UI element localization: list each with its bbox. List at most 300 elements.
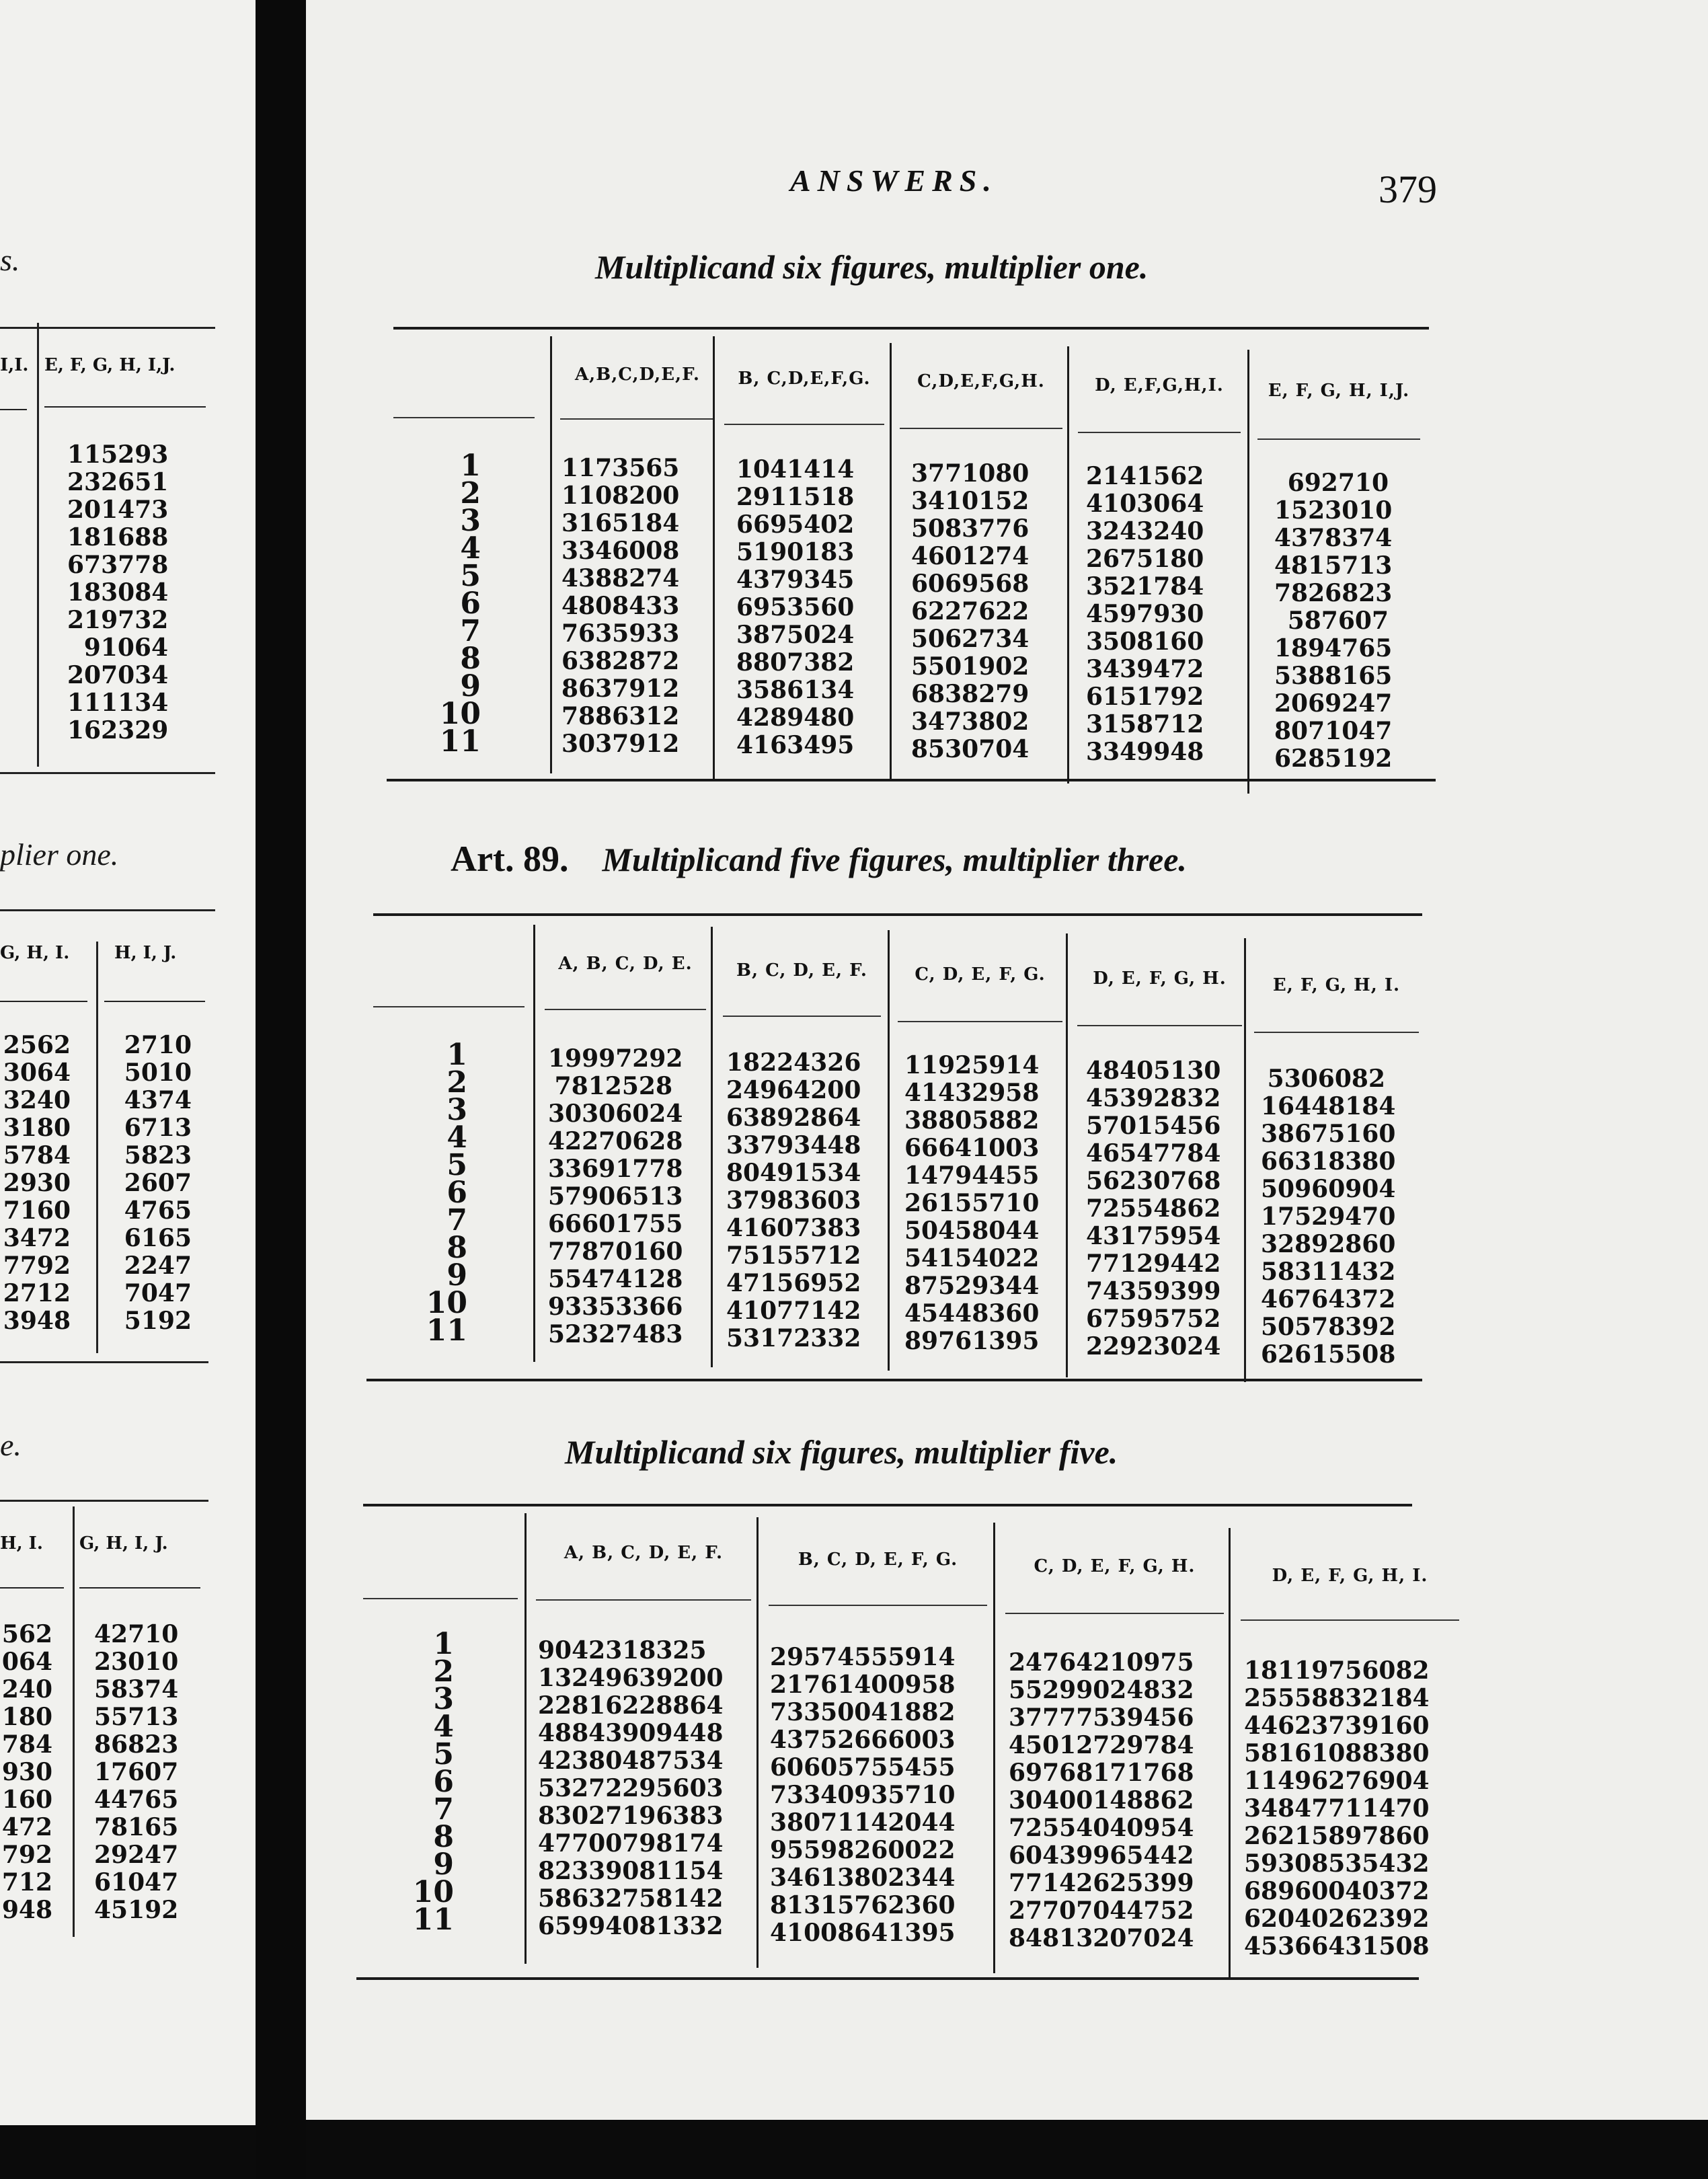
left-header: H, I, J. bbox=[114, 943, 177, 963]
table-cell: 712 bbox=[1, 1868, 52, 1897]
table-cell: 47156952 bbox=[726, 1269, 861, 1297]
table3-stub-rule bbox=[363, 1598, 518, 1599]
article-label: Art. 89. bbox=[451, 839, 569, 879]
row-numbers bbox=[387, 1038, 467, 1348]
header-underline bbox=[536, 1599, 751, 1601]
table-cell: 41008641395 bbox=[770, 1919, 956, 1947]
table-cell: 4163495 bbox=[736, 731, 855, 759]
table-cell: 30306024 bbox=[548, 1100, 683, 1128]
table-cell: 72554040954 bbox=[1009, 1814, 1194, 1842]
table-cell: 5501902 bbox=[911, 652, 1030, 681]
left-column bbox=[67, 441, 168, 744]
table-cell: 673778 bbox=[67, 551, 169, 579]
data-column bbox=[1009, 1648, 1194, 1952]
table-cell: 8530704 bbox=[911, 735, 1030, 763]
table-cell: 82339081154 bbox=[538, 1857, 724, 1885]
row-number: 4 bbox=[460, 531, 481, 566]
table-cell: 62040262392 bbox=[1244, 1905, 1430, 1933]
header-underline bbox=[898, 1021, 1062, 1022]
table-cell: 219732 bbox=[67, 606, 169, 634]
table-cell: 50458044 bbox=[904, 1217, 1040, 1245]
table-cell: 3439472 bbox=[1086, 655, 1204, 683]
table-cell: 3508160 bbox=[1086, 627, 1204, 656]
table-cell: 160 bbox=[1, 1786, 52, 1814]
table-cell: 5388165 bbox=[1274, 662, 1393, 690]
column-divider bbox=[1247, 350, 1249, 794]
table-cell: 50960904 bbox=[1261, 1175, 1396, 1203]
left-header: H, I. bbox=[0, 1533, 43, 1554]
table-cell: 6695402 bbox=[736, 510, 855, 539]
table-cell: 77870160 bbox=[548, 1237, 683, 1266]
left-header: I,I. bbox=[0, 355, 29, 375]
table-cell: 24964200 bbox=[726, 1076, 861, 1104]
table-cell: 3165184 bbox=[561, 509, 680, 537]
table-cell: 4388274 bbox=[561, 564, 680, 592]
table-cell: 80491534 bbox=[726, 1159, 861, 1187]
running-head: ANSWERS. bbox=[790, 163, 998, 198]
row-number: 3 bbox=[447, 1093, 467, 1127]
table-cell: 61047 bbox=[94, 1868, 179, 1897]
table2-caption bbox=[451, 838, 1187, 880]
table-cell: 58632758142 bbox=[538, 1884, 724, 1913]
table-cell: 1523010 bbox=[1274, 496, 1393, 525]
table-cell: 7047 bbox=[124, 1279, 192, 1307]
table-cell: 42270628 bbox=[548, 1127, 683, 1155]
table-cell: 62615508 bbox=[1261, 1340, 1396, 1369]
table-cell: 6713 bbox=[124, 1114, 192, 1142]
table-cell: 41432958 bbox=[904, 1079, 1040, 1107]
row-number: 10 bbox=[439, 697, 481, 731]
table-cell: 180 bbox=[1, 1703, 52, 1731]
book-page bbox=[306, 0, 1708, 2120]
table-cell: 43175954 bbox=[1086, 1222, 1221, 1250]
table-cell: 27707044752 bbox=[1009, 1897, 1194, 1925]
table-cell: 240 bbox=[1, 1675, 52, 1704]
table-cell: 66641003 bbox=[904, 1134, 1040, 1162]
column-divider bbox=[890, 343, 892, 780]
table-cell: 3349948 bbox=[1086, 738, 1204, 766]
table-cell: 6838279 bbox=[911, 680, 1030, 708]
table-cell: 2712 bbox=[3, 1279, 71, 1307]
table-cell: 2607 bbox=[124, 1169, 192, 1197]
table-cell: 29574555914 bbox=[770, 1643, 956, 1671]
column-divider bbox=[1067, 346, 1069, 783]
table-cell: 47700798174 bbox=[538, 1829, 724, 1858]
table-cell: 1041414 bbox=[736, 455, 855, 484]
table-cell: 201473 bbox=[67, 496, 169, 524]
header-underline bbox=[1078, 432, 1241, 433]
table-cell: 54154022 bbox=[904, 1244, 1040, 1272]
left-vline bbox=[37, 323, 39, 767]
row-number: 2 bbox=[460, 476, 481, 510]
table-cell: 5010 bbox=[124, 1059, 192, 1087]
left-header: G, H, I. bbox=[0, 943, 70, 963]
left-rule bbox=[0, 909, 215, 911]
table-cell: 9042318325 bbox=[538, 1636, 707, 1665]
table-cell: 58374 bbox=[94, 1675, 179, 1704]
row-number: 2 bbox=[447, 1065, 467, 1100]
table-cell: 45392832 bbox=[1086, 1084, 1221, 1112]
column-header: B, C,D,E,F,G. bbox=[738, 369, 871, 389]
header-underline bbox=[1005, 1613, 1224, 1614]
table-cell: 18119756082 bbox=[1244, 1656, 1430, 1685]
table-cell: 207034 bbox=[67, 661, 169, 689]
column-divider bbox=[1066, 933, 1068, 1377]
left-header: E, F, G, H, I,J. bbox=[44, 355, 176, 375]
table-cell: 45012729784 bbox=[1009, 1731, 1194, 1759]
row-number: 7 bbox=[433, 1792, 454, 1827]
table-cell: 60605755455 bbox=[770, 1753, 956, 1782]
row-number: 7 bbox=[447, 1203, 467, 1237]
table-cell: 4808433 bbox=[561, 592, 680, 620]
table-cell: 5306082 bbox=[1267, 1065, 1385, 1093]
table-cell: 5190183 bbox=[736, 538, 855, 566]
table-cell: 6069568 bbox=[911, 570, 1030, 598]
table-cell: 55474128 bbox=[548, 1265, 683, 1293]
column-header: D, E,F,G,H,I. bbox=[1095, 375, 1224, 395]
table-cell: 692710 bbox=[1287, 469, 1389, 497]
table-cell: 37983603 bbox=[726, 1186, 861, 1215]
table-cell: 2247 bbox=[124, 1252, 192, 1280]
table-cell: 56230768 bbox=[1086, 1167, 1221, 1195]
left-caption-fragment-1: s. bbox=[0, 243, 20, 277]
table-cell: 50578392 bbox=[1261, 1313, 1396, 1341]
row-number: 10 bbox=[412, 1875, 454, 1909]
data-column bbox=[1086, 1057, 1221, 1361]
table-cell: 45192 bbox=[94, 1896, 179, 1924]
table-cell: 26155710 bbox=[904, 1189, 1040, 1217]
table2-top-rule bbox=[373, 913, 1422, 916]
left-rule bbox=[0, 1001, 87, 1002]
table-cell: 73350041882 bbox=[770, 1698, 956, 1726]
table-cell: 3473802 bbox=[911, 708, 1030, 736]
table-cell: 19997292 bbox=[548, 1044, 683, 1073]
data-column bbox=[548, 1044, 683, 1348]
table-cell: 3064 bbox=[3, 1059, 71, 1087]
table-cell: 25558832184 bbox=[1244, 1684, 1430, 1712]
table-cell: 562 bbox=[1, 1620, 52, 1648]
table-cell: 5823 bbox=[124, 1141, 192, 1170]
data-column bbox=[726, 1048, 861, 1352]
table1-stub-rule bbox=[393, 417, 535, 418]
table-cell: 42710 bbox=[94, 1620, 179, 1648]
left-rule bbox=[0, 327, 215, 329]
table-cell: 58161088380 bbox=[1244, 1739, 1430, 1767]
left-rule bbox=[44, 406, 206, 408]
table-cell: 3346008 bbox=[561, 537, 680, 565]
left-caption-fragment-3: e. bbox=[0, 1428, 22, 1462]
row-number: 10 bbox=[426, 1286, 467, 1320]
header-underline bbox=[723, 1016, 881, 1017]
table-cell: 68960040372 bbox=[1244, 1877, 1430, 1905]
table-cell: 6165 bbox=[124, 1224, 192, 1252]
table-cell: 34613802344 bbox=[770, 1864, 956, 1892]
table-cell: 11496276904 bbox=[1244, 1767, 1430, 1795]
row-number: 5 bbox=[433, 1737, 454, 1771]
table2-bottom-rule bbox=[366, 1379, 1422, 1381]
table-cell: 95598260022 bbox=[770, 1836, 956, 1864]
row-number: 9 bbox=[447, 1258, 467, 1293]
table-cell: 53172332 bbox=[726, 1324, 861, 1352]
header-underline bbox=[1254, 1032, 1419, 1033]
table-cell: 2911518 bbox=[736, 483, 855, 511]
row-number: 3 bbox=[433, 1682, 454, 1716]
table-cell: 77129442 bbox=[1086, 1250, 1221, 1278]
left-rule bbox=[0, 409, 27, 410]
row-number: 11 bbox=[426, 1313, 467, 1348]
table-cell: 77142625399 bbox=[1009, 1869, 1194, 1897]
table-cell: 23010 bbox=[94, 1648, 179, 1676]
table-cell: 32892860 bbox=[1261, 1230, 1396, 1258]
table-cell: 2710 bbox=[124, 1031, 192, 1059]
table-cell: 45366431508 bbox=[1244, 1932, 1430, 1960]
table-cell: 69768171768 bbox=[1009, 1759, 1194, 1787]
table-cell: 232651 bbox=[67, 468, 169, 496]
table-cell: 4378374 bbox=[1274, 524, 1393, 552]
table-cell: 26215897860 bbox=[1244, 1822, 1430, 1850]
table-cell: 7160 bbox=[3, 1196, 71, 1225]
left-header: G, H, I, J. bbox=[79, 1533, 168, 1554]
table-cell: 7826823 bbox=[1274, 579, 1393, 607]
table-cell: 44765 bbox=[94, 1786, 179, 1814]
table-cell: 41077142 bbox=[726, 1297, 861, 1325]
data-column bbox=[1086, 462, 1204, 766]
left-rule bbox=[79, 1587, 200, 1589]
column-header: A, B, C, D, E. bbox=[558, 954, 693, 974]
row-number: 4 bbox=[447, 1120, 467, 1155]
row-number: 4 bbox=[433, 1710, 454, 1744]
table-cell: 4374 bbox=[124, 1086, 192, 1114]
table-cell: 66318380 bbox=[1261, 1147, 1396, 1176]
table2-stub-rule bbox=[373, 1006, 525, 1007]
table-cell: 6285192 bbox=[1274, 744, 1393, 773]
table-cell: 24764210975 bbox=[1009, 1648, 1194, 1677]
row-number: 3 bbox=[460, 504, 481, 538]
page-number: 379 bbox=[1379, 167, 1437, 211]
table-cell: 86823 bbox=[94, 1730, 179, 1759]
column-header: A, B, C, D, E, F. bbox=[564, 1543, 724, 1563]
table-cell: 44623739160 bbox=[1244, 1712, 1430, 1740]
table-cell: 74359399 bbox=[1086, 1277, 1221, 1305]
header-underline bbox=[560, 418, 715, 420]
table-cell: 34847711470 bbox=[1244, 1794, 1430, 1823]
table-cell: 57906513 bbox=[548, 1182, 683, 1211]
left-column bbox=[114, 1032, 192, 1335]
data-column bbox=[1274, 469, 1393, 773]
row-number: 9 bbox=[460, 669, 481, 703]
table-cell: 4103064 bbox=[1086, 490, 1204, 518]
header-underline bbox=[545, 1009, 706, 1010]
table-cell: 67595752 bbox=[1086, 1305, 1221, 1333]
table-cell: 38675160 bbox=[1261, 1120, 1396, 1148]
table-cell: 4765 bbox=[124, 1196, 192, 1225]
table-cell: 45448360 bbox=[904, 1299, 1040, 1328]
table-cell: 4289480 bbox=[736, 703, 855, 732]
column-header: E, F, G, H, I,J. bbox=[1268, 381, 1410, 401]
column-header: D, E, F, G, H, I. bbox=[1272, 1566, 1428, 1586]
table-cell: 3180 bbox=[3, 1114, 71, 1142]
table-cell: 5192 bbox=[124, 1307, 192, 1335]
left-rule bbox=[0, 1587, 64, 1589]
table-cell: 3472 bbox=[3, 1224, 71, 1252]
table3-caption: Multiplicand six figures, multiplier five. bbox=[565, 1433, 1118, 1471]
table-cell: 11925914 bbox=[904, 1051, 1040, 1079]
table-cell: 29247 bbox=[94, 1841, 179, 1869]
table-cell: 46764372 bbox=[1261, 1285, 1396, 1313]
table-cell: 8637912 bbox=[561, 675, 680, 703]
table-cell: 472 bbox=[1, 1813, 52, 1841]
column-header: D, E, F, G, H. bbox=[1093, 968, 1227, 989]
column-header: C, D, E, F, G, H. bbox=[1034, 1556, 1196, 1576]
column-header: B, C, D, E, F. bbox=[736, 960, 867, 981]
row-numbers bbox=[400, 449, 481, 759]
table-cell: 5083776 bbox=[911, 514, 1030, 543]
table-cell: 7792 bbox=[3, 1252, 71, 1280]
row-number: 5 bbox=[460, 559, 481, 593]
table-cell: 52327483 bbox=[548, 1320, 683, 1348]
row-number: 6 bbox=[433, 1765, 454, 1799]
table-cell: 38805882 bbox=[904, 1106, 1040, 1135]
table-cell: 183084 bbox=[67, 578, 169, 607]
table-cell: 4597930 bbox=[1086, 600, 1204, 628]
row-number: 9 bbox=[433, 1847, 454, 1882]
table-cell: 84813207024 bbox=[1009, 1924, 1194, 1952]
left-column bbox=[0, 1621, 52, 1924]
table-cell: 5062734 bbox=[911, 625, 1030, 653]
table-cell: 8071047 bbox=[1274, 717, 1393, 745]
column-divider bbox=[993, 1523, 995, 1973]
left-rule bbox=[0, 1500, 208, 1502]
table3-bottom-rule bbox=[356, 1977, 1419, 1980]
table-cell: 42380487534 bbox=[538, 1747, 724, 1775]
table1-caption: Multiplicand six figures, multiplier one. bbox=[595, 248, 1149, 286]
table-cell: 38071142044 bbox=[770, 1808, 956, 1837]
table-cell: 89761395 bbox=[904, 1327, 1040, 1355]
table-cell: 7812528 bbox=[554, 1072, 672, 1100]
header-underline bbox=[1077, 1025, 1242, 1026]
table-cell: 4815713 bbox=[1274, 551, 1393, 580]
table-cell: 55713 bbox=[94, 1703, 179, 1731]
table-cell: 59308535432 bbox=[1244, 1849, 1430, 1878]
row-number: 5 bbox=[447, 1148, 467, 1182]
row-number: 8 bbox=[447, 1231, 467, 1265]
table-cell: 3410152 bbox=[911, 487, 1030, 515]
table-cell: 14794455 bbox=[904, 1161, 1040, 1190]
left-partial-page bbox=[0, 0, 256, 2125]
table-cell: 72554862 bbox=[1086, 1194, 1221, 1223]
table-cell: 21761400958 bbox=[770, 1671, 956, 1699]
row-number: 8 bbox=[433, 1820, 454, 1854]
table-cell: 8807382 bbox=[736, 648, 855, 677]
table-cell: 792 bbox=[1, 1841, 52, 1869]
table-cell: 73340935710 bbox=[770, 1781, 956, 1809]
table-cell: 33793448 bbox=[726, 1131, 861, 1159]
table-cell: 3240 bbox=[3, 1086, 71, 1114]
data-column bbox=[1261, 1065, 1396, 1369]
table-cell: 30400148862 bbox=[1009, 1786, 1194, 1814]
table-cell: 87529344 bbox=[904, 1272, 1040, 1300]
column-header: E, F, G, H, I. bbox=[1272, 975, 1401, 995]
table-cell: 6382872 bbox=[561, 647, 680, 675]
table-cell: 53272295603 bbox=[538, 1774, 724, 1802]
table-cell: 91064 bbox=[83, 634, 168, 662]
header-underline bbox=[724, 424, 884, 425]
row-number: 7 bbox=[460, 614, 481, 648]
table-cell: 2675180 bbox=[1086, 545, 1204, 573]
column-divider bbox=[1244, 938, 1246, 1382]
left-vline bbox=[96, 942, 98, 1353]
column-header: A,B,C,D,E,F. bbox=[575, 365, 700, 385]
table-cell: 4601274 bbox=[911, 542, 1030, 570]
table-cell: 3948 bbox=[3, 1307, 71, 1335]
table-cell: 3158712 bbox=[1086, 710, 1204, 738]
table1-bottom-rule bbox=[387, 779, 1436, 781]
column-header: C,D,E,F,G,H. bbox=[917, 371, 1045, 391]
column-divider bbox=[1229, 1528, 1231, 1979]
column-divider bbox=[525, 1513, 527, 1964]
table-cell: 115293 bbox=[67, 441, 169, 469]
table-cell: 2069247 bbox=[1274, 689, 1393, 718]
table-cell: 2141562 bbox=[1086, 462, 1204, 490]
table-cell: 6953560 bbox=[736, 593, 855, 621]
table-cell: 3521784 bbox=[1086, 572, 1204, 601]
left-vline bbox=[73, 1506, 75, 1937]
table2-caption-text: Multiplicand five figures, multiplier three. bbox=[602, 841, 1187, 878]
column-divider bbox=[713, 336, 715, 780]
table-cell: 93353366 bbox=[548, 1293, 683, 1321]
data-column bbox=[904, 1051, 1040, 1355]
table3-top-rule bbox=[363, 1504, 1412, 1506]
data-column bbox=[538, 1636, 724, 1940]
table-cell: 3586134 bbox=[736, 676, 855, 704]
table-cell: 6151792 bbox=[1086, 683, 1204, 711]
table-cell: 22923024 bbox=[1086, 1332, 1221, 1361]
table-cell: 16448184 bbox=[1261, 1092, 1396, 1120]
table-cell: 111134 bbox=[67, 689, 169, 717]
table-cell: 48843909448 bbox=[538, 1719, 724, 1747]
column-header: C, D, E, F, G. bbox=[915, 964, 1046, 985]
table-cell: 3875024 bbox=[736, 621, 855, 649]
row-number: 1 bbox=[460, 449, 481, 483]
table-cell: 55299024832 bbox=[1009, 1676, 1194, 1704]
table-cell: 3037912 bbox=[561, 730, 680, 758]
table-cell: 7635933 bbox=[561, 619, 680, 648]
table-cell: 33691778 bbox=[548, 1155, 683, 1183]
table-cell: 37777539456 bbox=[1009, 1704, 1194, 1732]
table-cell: 17607 bbox=[94, 1758, 179, 1786]
row-number: 11 bbox=[412, 1903, 454, 1937]
table-cell: 2562 bbox=[3, 1031, 71, 1059]
left-caption-fragment-2: plier one. bbox=[0, 837, 119, 872]
left-column bbox=[0, 1032, 71, 1335]
table-cell: 064 bbox=[1, 1648, 52, 1676]
left-rule bbox=[0, 1361, 208, 1363]
data-column bbox=[770, 1643, 956, 1947]
row-number: 1 bbox=[447, 1038, 467, 1072]
column-divider bbox=[756, 1517, 759, 1968]
column-header: B, C, D, E, F, G. bbox=[798, 1550, 958, 1570]
column-divider bbox=[711, 927, 713, 1367]
table-cell: 13249639200 bbox=[538, 1664, 724, 1692]
table-cell: 41607383 bbox=[726, 1214, 861, 1242]
data-column bbox=[911, 459, 1030, 763]
data-column bbox=[736, 455, 855, 759]
table-cell: 3771080 bbox=[911, 459, 1030, 488]
row-numbers bbox=[373, 1627, 454, 1937]
table-cell: 83027196383 bbox=[538, 1802, 724, 1830]
table-cell: 18224326 bbox=[726, 1048, 861, 1077]
table-cell: 2930 bbox=[3, 1169, 71, 1197]
